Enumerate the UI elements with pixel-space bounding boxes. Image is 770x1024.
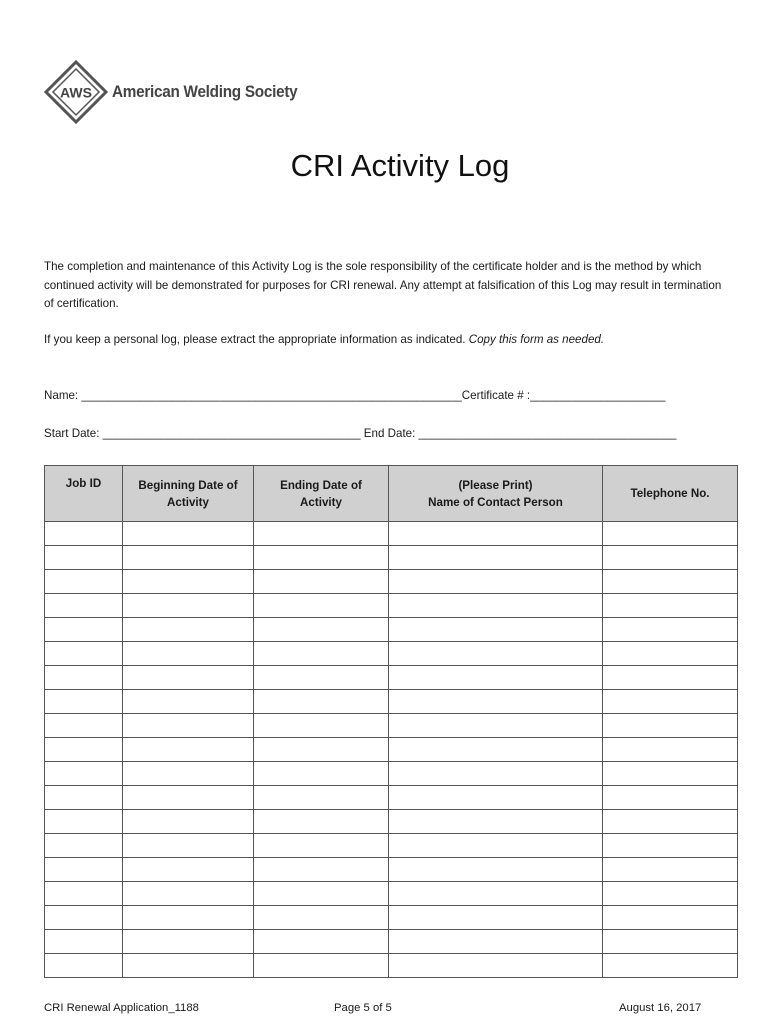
ending-date-cell[interactable] xyxy=(254,954,389,978)
contact-person-cell[interactable] xyxy=(389,762,603,786)
table-row xyxy=(45,570,738,594)
header-ending-date-line2: Activity xyxy=(300,495,342,509)
start-end-date-line[interactable]: Start Date: ________________________________________ End Date: ________________________________________ xyxy=(44,427,677,440)
table-row xyxy=(45,834,738,858)
header-ending-date xyxy=(254,466,389,522)
instruction-text: If you keep a personal log, please extract the appropriate information as indicated. xyxy=(44,333,466,346)
table-row xyxy=(45,546,738,570)
ending-date-cell[interactable] xyxy=(254,858,389,882)
contact-person-cell[interactable] xyxy=(389,834,603,858)
footer-document-name: CRI Renewal Application_1188 xyxy=(44,1002,199,1014)
header-ending-date-line1: Ending Date of xyxy=(280,478,362,492)
beginning-date-cell[interactable] xyxy=(123,738,254,762)
beginning-date-cell[interactable] xyxy=(123,762,254,786)
job-id-cell[interactable] xyxy=(45,906,123,930)
ending-date-cell[interactable] xyxy=(254,594,389,618)
job-id-cell[interactable] xyxy=(45,954,123,978)
table-row xyxy=(45,642,738,666)
beginning-date-cell[interactable] xyxy=(123,618,254,642)
ending-date-cell[interactable] xyxy=(254,738,389,762)
ending-date-cell[interactable] xyxy=(254,546,389,570)
copy-note: Copy this form as needed. xyxy=(468,333,605,346)
contact-person-cell[interactable] xyxy=(389,618,603,642)
contact-person-cell[interactable] xyxy=(389,570,603,594)
telephone-cell[interactable] xyxy=(603,882,738,906)
name-certificate-line[interactable]: Name: ___________________________________________________________Certificate # :_____________________ xyxy=(44,389,666,402)
header-contact-person-line2: Name of Contact Person xyxy=(428,495,563,509)
aws-diamond-logo-icon xyxy=(44,60,108,124)
table-row xyxy=(45,906,738,930)
job-id-cell[interactable] xyxy=(45,642,123,666)
header-beginning-date-line1: Beginning Date of xyxy=(138,478,238,492)
job-id-cell[interactable] xyxy=(45,546,123,570)
telephone-cell[interactable] xyxy=(603,594,738,618)
beginning-date-cell[interactable] xyxy=(123,594,254,618)
contact-person-cell[interactable] xyxy=(389,930,603,954)
footer-page-number: Page 5 of 5 xyxy=(334,1002,392,1014)
beginning-date-cell[interactable] xyxy=(123,930,254,954)
contact-person-cell[interactable] xyxy=(389,546,603,570)
ending-date-cell[interactable] xyxy=(254,930,389,954)
page-title: CRI Activity Log xyxy=(290,148,510,183)
table-row xyxy=(45,738,738,762)
telephone-cell[interactable] xyxy=(603,930,738,954)
activity-log-table xyxy=(44,465,738,978)
header-job-id: Job ID xyxy=(45,466,123,522)
beginning-date-cell[interactable] xyxy=(123,666,254,690)
contact-person-cell[interactable] xyxy=(389,882,603,906)
contact-person-cell[interactable] xyxy=(389,714,603,738)
ending-date-cell[interactable] xyxy=(254,906,389,930)
telephone-cell[interactable] xyxy=(603,834,738,858)
job-id-cell[interactable] xyxy=(45,930,123,954)
contact-person-cell[interactable] xyxy=(389,738,603,762)
ending-date-cell[interactable] xyxy=(254,690,389,714)
telephone-cell[interactable] xyxy=(603,762,738,786)
beginning-date-cell[interactable] xyxy=(123,858,254,882)
telephone-cell[interactable] xyxy=(603,618,738,642)
beginning-date-cell[interactable] xyxy=(123,882,254,906)
job-id-cell[interactable] xyxy=(45,714,123,738)
contact-person-cell[interactable] xyxy=(389,786,603,810)
telephone-cell[interactable] xyxy=(603,546,738,570)
beginning-date-cell[interactable] xyxy=(123,906,254,930)
job-id-cell[interactable] xyxy=(45,810,123,834)
contact-person-cell[interactable] xyxy=(389,954,603,978)
telephone-cell[interactable] xyxy=(603,570,738,594)
table-row xyxy=(45,522,738,546)
table-row xyxy=(45,666,738,690)
telephone-cell[interactable] xyxy=(603,906,738,930)
ending-date-cell[interactable] xyxy=(254,762,389,786)
table-row xyxy=(45,762,738,786)
ending-date-cell[interactable] xyxy=(254,642,389,666)
beginning-date-cell[interactable] xyxy=(123,642,254,666)
contact-person-cell[interactable] xyxy=(389,666,603,690)
table-row xyxy=(45,882,738,906)
job-id-cell[interactable] xyxy=(45,690,123,714)
ending-date-cell[interactable] xyxy=(254,570,389,594)
telephone-cell[interactable] xyxy=(603,642,738,666)
table-row xyxy=(45,810,738,834)
beginning-date-cell[interactable] xyxy=(123,714,254,738)
contact-person-cell[interactable] xyxy=(389,522,603,546)
header-beginning-date-line2: Activity xyxy=(167,495,209,509)
ending-date-cell[interactable] xyxy=(254,714,389,738)
table-row xyxy=(45,954,738,978)
table-header-row xyxy=(45,466,738,522)
table-row xyxy=(45,858,738,882)
telephone-cell[interactable] xyxy=(603,666,738,690)
contact-person-cell[interactable] xyxy=(389,906,603,930)
contact-person-cell[interactable] xyxy=(389,642,603,666)
table-row xyxy=(45,786,738,810)
logo-organization-name: American Welding Society xyxy=(112,82,298,101)
telephone-cell[interactable] xyxy=(603,714,738,738)
job-id-cell[interactable] xyxy=(45,762,123,786)
beginning-date-cell[interactable] xyxy=(123,690,254,714)
telephone-cell[interactable] xyxy=(603,810,738,834)
job-id-cell[interactable] xyxy=(45,858,123,882)
beginning-date-cell[interactable] xyxy=(123,810,254,834)
beginning-date-cell[interactable] xyxy=(123,522,254,546)
beginning-date-cell[interactable] xyxy=(123,546,254,570)
job-id-cell[interactable] xyxy=(45,522,123,546)
table-row xyxy=(45,594,738,618)
table-row xyxy=(45,714,738,738)
table-row xyxy=(45,690,738,714)
job-id-cell[interactable] xyxy=(45,666,123,690)
footer-date: August 16, 2017 xyxy=(619,1002,702,1014)
job-id-cell[interactable] xyxy=(45,570,123,594)
contact-person-cell[interactable] xyxy=(389,810,603,834)
beginning-date-cell[interactable] xyxy=(123,954,254,978)
contact-person-cell[interactable] xyxy=(389,690,603,714)
job-id-cell[interactable] xyxy=(45,594,123,618)
contact-person-cell[interactable] xyxy=(389,594,603,618)
beginning-date-cell[interactable] xyxy=(123,570,254,594)
log-table-body xyxy=(45,522,738,978)
table-row xyxy=(45,930,738,954)
instruction-paragraph xyxy=(44,331,734,350)
telephone-cell[interactable] xyxy=(603,690,738,714)
job-id-cell[interactable] xyxy=(45,882,123,906)
aws-logo xyxy=(44,60,318,124)
telephone-cell[interactable] xyxy=(603,858,738,882)
contact-person-cell[interactable] xyxy=(389,858,603,882)
table-row xyxy=(45,618,738,642)
ending-date-cell[interactable] xyxy=(254,666,389,690)
job-id-cell[interactable] xyxy=(45,618,123,642)
job-id-cell[interactable] xyxy=(45,834,123,858)
intro-paragraph: The completion and maintenance of this Activity Log is the sole responsibility of the certificate holder and is the method by which continued activity will be demonstrated for purposes for CRI renewal. Any attempt at falsification of this Log may result in termination of certification. xyxy=(44,260,722,310)
telephone-cell[interactable] xyxy=(603,786,738,810)
ending-date-cell[interactable] xyxy=(254,522,389,546)
header-telephone: Telephone No. xyxy=(603,466,738,522)
job-id-cell[interactable] xyxy=(45,738,123,762)
ending-date-cell[interactable] xyxy=(254,810,389,834)
ending-date-cell[interactable] xyxy=(254,618,389,642)
telephone-cell[interactable] xyxy=(603,738,738,762)
logo-abbr: AWS xyxy=(60,84,92,101)
beginning-date-cell[interactable] xyxy=(123,786,254,810)
beginning-date-cell[interactable] xyxy=(123,834,254,858)
ending-date-cell[interactable] xyxy=(254,834,389,858)
ending-date-cell[interactable] xyxy=(254,882,389,906)
job-id-cell[interactable] xyxy=(45,786,123,810)
header-beginning-date xyxy=(123,466,254,522)
telephone-cell[interactable] xyxy=(603,954,738,978)
telephone-cell[interactable] xyxy=(603,522,738,546)
ending-date-cell[interactable] xyxy=(254,786,389,810)
header-contact-person-line1: (Please Print) xyxy=(458,478,533,492)
header-contact-person xyxy=(389,466,603,522)
